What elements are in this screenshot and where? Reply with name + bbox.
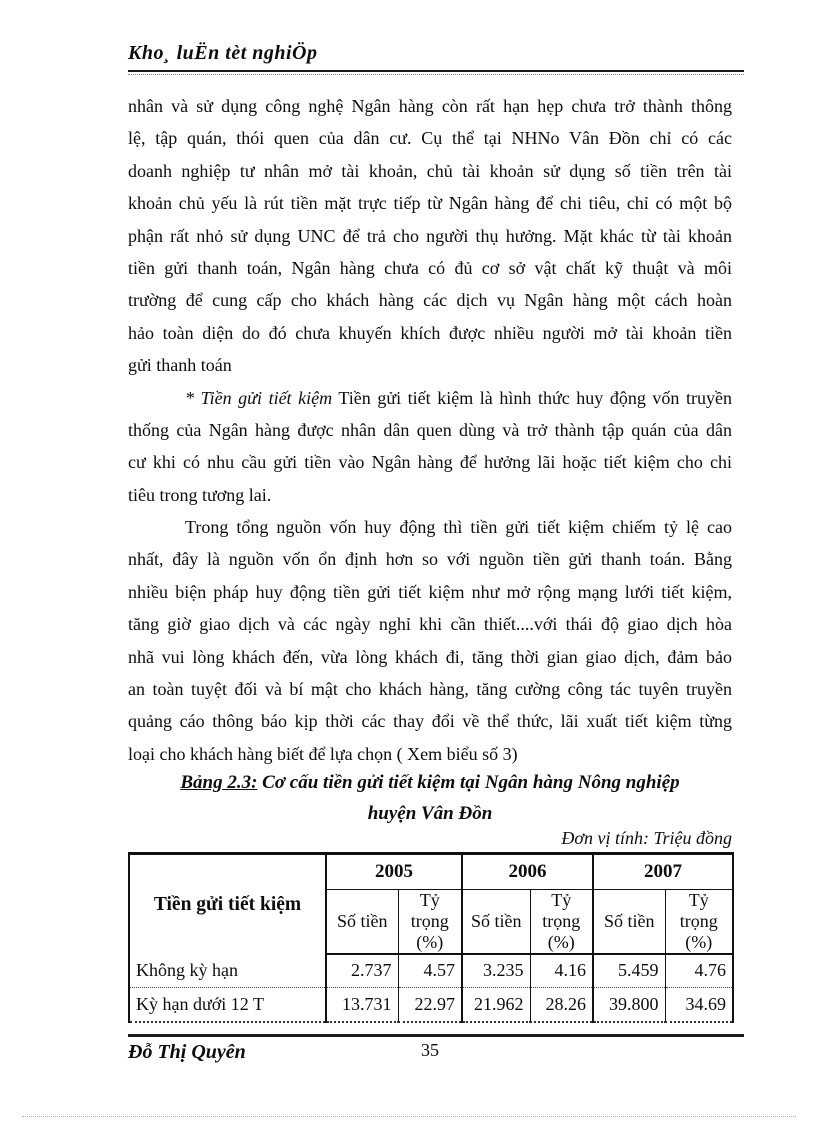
deposit-structure-table <box>128 852 734 1023</box>
paragraph-line: gửi thanh toán <box>128 355 232 376</box>
cell-value: 4.57 <box>398 954 462 987</box>
paragraph-line-rest: Tiền gửi tiết kiệm là hình thức huy động vốn truyền <box>332 387 732 408</box>
body-text <box>128 90 732 770</box>
cell-value: 21.962 <box>462 987 530 1022</box>
paragraph-line: phận rất nhỏ sử dụng UNC để trả cho người thụ hưởng. Mặt khác từ tài khoản <box>128 225 732 246</box>
header-rule <box>128 70 744 72</box>
cell-value: 4.76 <box>665 954 733 987</box>
row-label: Kỳ hạn dưới 12 T <box>136 993 264 1014</box>
paragraph-line: tăng giờ giao dịch và các ngày nghỉ khi cần thiết....với thái độ giao dịch hòa <box>128 614 732 635</box>
cell-value: 39.800 <box>593 987 665 1022</box>
paragraph-line: doanh nghiệp tư nhân mở tài khoản, chủ tài khoản sử dụng số tiền trên tài <box>128 160 732 181</box>
subheader-amount-2006: Số tiền <box>462 890 530 955</box>
cell-value: 3.235 <box>462 954 530 987</box>
cell-value: 2.737 <box>326 954 398 987</box>
paragraph-line: Trong tổng nguồn vốn huy động thì tiền gửi tiết kiệm chiếm tỷ lệ cao <box>185 517 732 538</box>
page-edge-marker <box>22 1116 796 1117</box>
paragraph-line: nhân và sử dụng công nghệ Ngân hàng còn rất hạn hẹp chưa trở thành thông <box>128 96 732 116</box>
paragraph-line: lệ, tập quán, thói quen của dân cư. Cụ thể tại NHNo Vân Đồn chỉ có các <box>128 128 732 149</box>
cell-value: 4.16 <box>530 954 593 987</box>
italic-lead-phrase: * Tiền gửi tiết kiệm <box>185 387 333 408</box>
table-year-header-row <box>129 854 733 890</box>
paragraph-line: nhất, đây là nguồn vốn ổn định hơn so với nguồn tiền gửi thanh toán. Bằng <box>128 549 732 570</box>
year-header-2006: 2006 <box>462 854 593 890</box>
paragraph-line: tiền gửi thanh toán, Ngân hàng chưa có đủ cơ sở vật chất kỹ thuật và môi <box>128 257 732 278</box>
year-header-2005: 2005 <box>326 854 462 890</box>
subheader-amount-2005: Số tiền <box>326 890 398 955</box>
paragraph-line: tiêu trong tương lai. <box>128 484 272 505</box>
row-label: Không kỳ hạn <box>129 954 326 987</box>
unit-note: Đơn vị tính: Triệu đồng <box>561 828 732 848</box>
table-row <box>129 987 733 1022</box>
cell-value: 34.69 <box>665 987 733 1022</box>
footer-author: Đỗ Thị Quyên <box>128 1041 246 1063</box>
cell-value: 13.731 <box>326 987 398 1022</box>
year-header-2007: 2007 <box>593 854 733 890</box>
paragraph-line: cư khi có nhu cầu gửi tiền vào Ngân hàng để hưởng lãi hoặc tiết kiệm cho chi <box>128 452 732 473</box>
paragraph-line: nhã vui lòng khách đến, vừa lòng khách đi, tăng thời gian giao dịch, đảm bảo <box>128 646 732 667</box>
subheader-share-2005: Tỷ trọng (%) <box>398 890 462 955</box>
table-row-header: Tiền gửi tiết kiệm <box>129 854 326 955</box>
table-caption-line-2: huyện Vân Đồn <box>367 803 493 824</box>
paragraph-line: trường để cung cấp cho khách hàng các dịch vụ Ngân hàng một cách hoàn <box>128 290 732 311</box>
header-rule-dotted <box>128 74 744 75</box>
subheader-share-2007: Tỷ trọng (%) <box>665 890 733 955</box>
cell-value: 5.459 <box>593 954 665 987</box>
running-header-title: Kho¸ luËn tèt nghiÖp <box>128 42 318 64</box>
paragraph-line: khoản chủ yếu là rút tiền mặt trực tiếp từ Ngân hàng để chi tiêu, chỉ có một bộ <box>128 193 732 214</box>
paragraph-line: an toàn tuyệt đối và bí mật cho khách hàng, tăng cường công tác tuyên truyền <box>128 679 732 700</box>
cell-value: 22.97 <box>398 987 462 1022</box>
page-number: 35 <box>421 1040 439 1060</box>
paragraph-line: loại cho khách hàng biết để lựa chọn ( Xem biểu số 3) <box>128 743 518 764</box>
footer-rule <box>128 1034 744 1037</box>
paragraph-line <box>128 382 732 414</box>
paragraph-line: nhiều biện pháp huy động tiền gửi tiết kiệm như mở rộng mạng lưới tiết kiệm, <box>128 581 732 602</box>
subheader-amount-2007: Số tiền <box>593 890 665 955</box>
cell-value: 28.26 <box>530 987 593 1022</box>
table-caption-line-1 <box>128 772 732 794</box>
paragraph-line: thống của Ngân hàng được nhân dân quen dùng và trở thành tập quán của dân <box>128 419 732 440</box>
table-caption-text: Cơ cấu tiền gửi tiết kiệm tại Ngân hàng Nông nghiệp <box>257 772 680 793</box>
table-row <box>129 954 733 987</box>
subheader-share-2006: Tỷ trọng (%) <box>530 890 593 955</box>
paragraph-line: quảng cáo thông báo kịp thời các thay đổi về thể thức, lãi xuất tiết kiệm từng <box>128 711 732 732</box>
table-caption-label: Bảng 2.3: <box>180 772 258 793</box>
paragraph-line: hảo toàn diện do đó chưa khuyến khích được nhiều người mở tài khoản tiền <box>128 322 732 343</box>
